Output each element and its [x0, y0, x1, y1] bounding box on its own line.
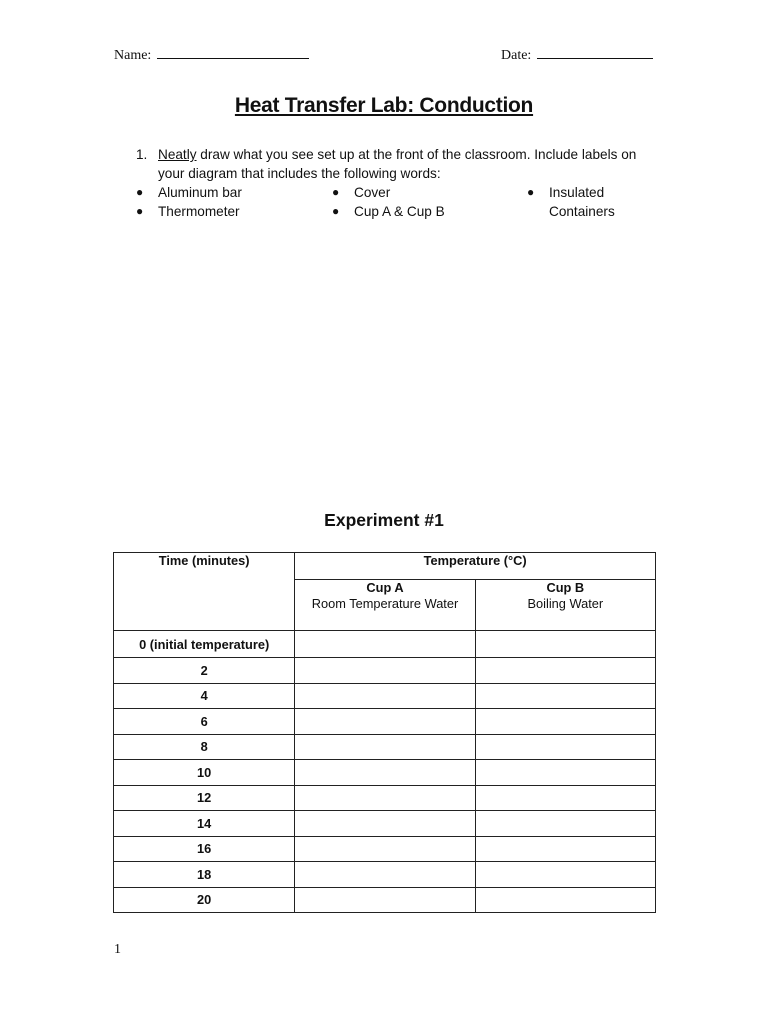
cup-a-cell[interactable] [295, 887, 475, 913]
cup-a-cell[interactable] [295, 836, 475, 862]
cup-b-cell[interactable] [475, 785, 655, 811]
list-item [332, 202, 445, 221]
table-row [114, 785, 656, 811]
cup-a-label: Cup A [366, 580, 404, 595]
time-cell: 2 [114, 658, 295, 684]
cup-a-cell[interactable] [295, 811, 475, 837]
cup-a-cell[interactable] [295, 734, 475, 760]
cup-b-subtitle: Boiling Water [527, 596, 604, 611]
table-row [114, 760, 656, 786]
time-cell: 14 [114, 811, 295, 837]
question-1 [136, 145, 656, 183]
cup-a-cell[interactable] [295, 760, 475, 786]
cup-a-cell[interactable] [295, 709, 475, 735]
cup-a-cell[interactable] [295, 862, 475, 888]
time-header: Time (minutes) [114, 553, 295, 631]
cup-b-header [475, 580, 655, 631]
question-number: 1. [136, 147, 148, 162]
cup-a-subtitle: Room Temperature Water [311, 596, 459, 611]
cup-a-header [295, 580, 475, 631]
time-cell: 16 [114, 836, 295, 862]
date-blank[interactable] [537, 46, 653, 59]
cup-b-cell[interactable] [475, 836, 655, 862]
word-label: Cover [354, 185, 391, 200]
name-blank[interactable] [157, 46, 309, 59]
table-row [114, 683, 656, 709]
bullet-icon: ● [332, 185, 340, 199]
list-item [136, 183, 242, 202]
experiment-title: Experiment #1 [324, 510, 444, 530]
cup-b-cell[interactable] [475, 887, 655, 913]
bullet-icon: ● [136, 204, 144, 218]
date-label: Date: [501, 48, 532, 63]
question-text [158, 145, 656, 183]
word-list-column-2 [332, 183, 445, 221]
date-field [501, 46, 653, 65]
cup-b-cell[interactable] [475, 631, 655, 658]
cup-a-cell[interactable] [295, 658, 475, 684]
word-label: Insulated Containers [549, 185, 615, 219]
bullet-icon: ● [527, 185, 535, 199]
time-cell: 4 [114, 683, 295, 709]
temperature-header: Temperature (°C) [295, 553, 656, 580]
page-title: Heat Transfer Lab: Conduction [234, 94, 534, 117]
table-row [114, 862, 656, 888]
name-field [114, 46, 309, 65]
word-list-column-1 [136, 183, 242, 221]
cup-a-cell[interactable] [295, 683, 475, 709]
table-row [114, 836, 656, 862]
question-body: draw what you see set up at the front of the classroom. Include labels on your diagram that includes the following words: [158, 147, 637, 181]
cup-a-cell[interactable] [295, 631, 475, 658]
bullet-icon: ● [332, 204, 340, 218]
cup-a-cell[interactable] [295, 785, 475, 811]
cup-b-cell[interactable] [475, 734, 655, 760]
word-label: Thermometer [158, 204, 240, 219]
cup-b-cell[interactable] [475, 709, 655, 735]
time-cell: 20 [114, 887, 295, 913]
table-row [114, 734, 656, 760]
time-cell: 0 (initial temperature) [114, 631, 295, 658]
time-cell: 10 [114, 760, 295, 786]
table-row [114, 887, 656, 913]
list-item [527, 183, 637, 221]
question-emphasis: Neatly [158, 147, 197, 162]
cup-b-cell[interactable] [475, 683, 655, 709]
table-row [114, 631, 656, 658]
cup-b-label: Cup B [546, 580, 585, 595]
cup-b-cell[interactable] [475, 760, 655, 786]
list-item [332, 183, 445, 202]
cup-b-cell[interactable] [475, 658, 655, 684]
page-number: 1 [114, 942, 121, 957]
word-label: Aluminum bar [158, 185, 242, 200]
cup-b-cell[interactable] [475, 811, 655, 837]
table-row [114, 709, 656, 735]
name-label: Name: [114, 48, 152, 63]
experiment-table [113, 552, 656, 913]
cup-b-cell[interactable] [475, 862, 655, 888]
time-cell: 8 [114, 734, 295, 760]
list-item [136, 202, 242, 221]
time-cell: 6 [114, 709, 295, 735]
table-row [114, 658, 656, 684]
table-row [114, 811, 656, 837]
bullet-icon: ● [136, 185, 144, 199]
time-cell: 18 [114, 862, 295, 888]
word-list-column-3 [527, 183, 637, 221]
time-cell: 12 [114, 785, 295, 811]
word-label: Cup A & Cup B [354, 204, 445, 219]
